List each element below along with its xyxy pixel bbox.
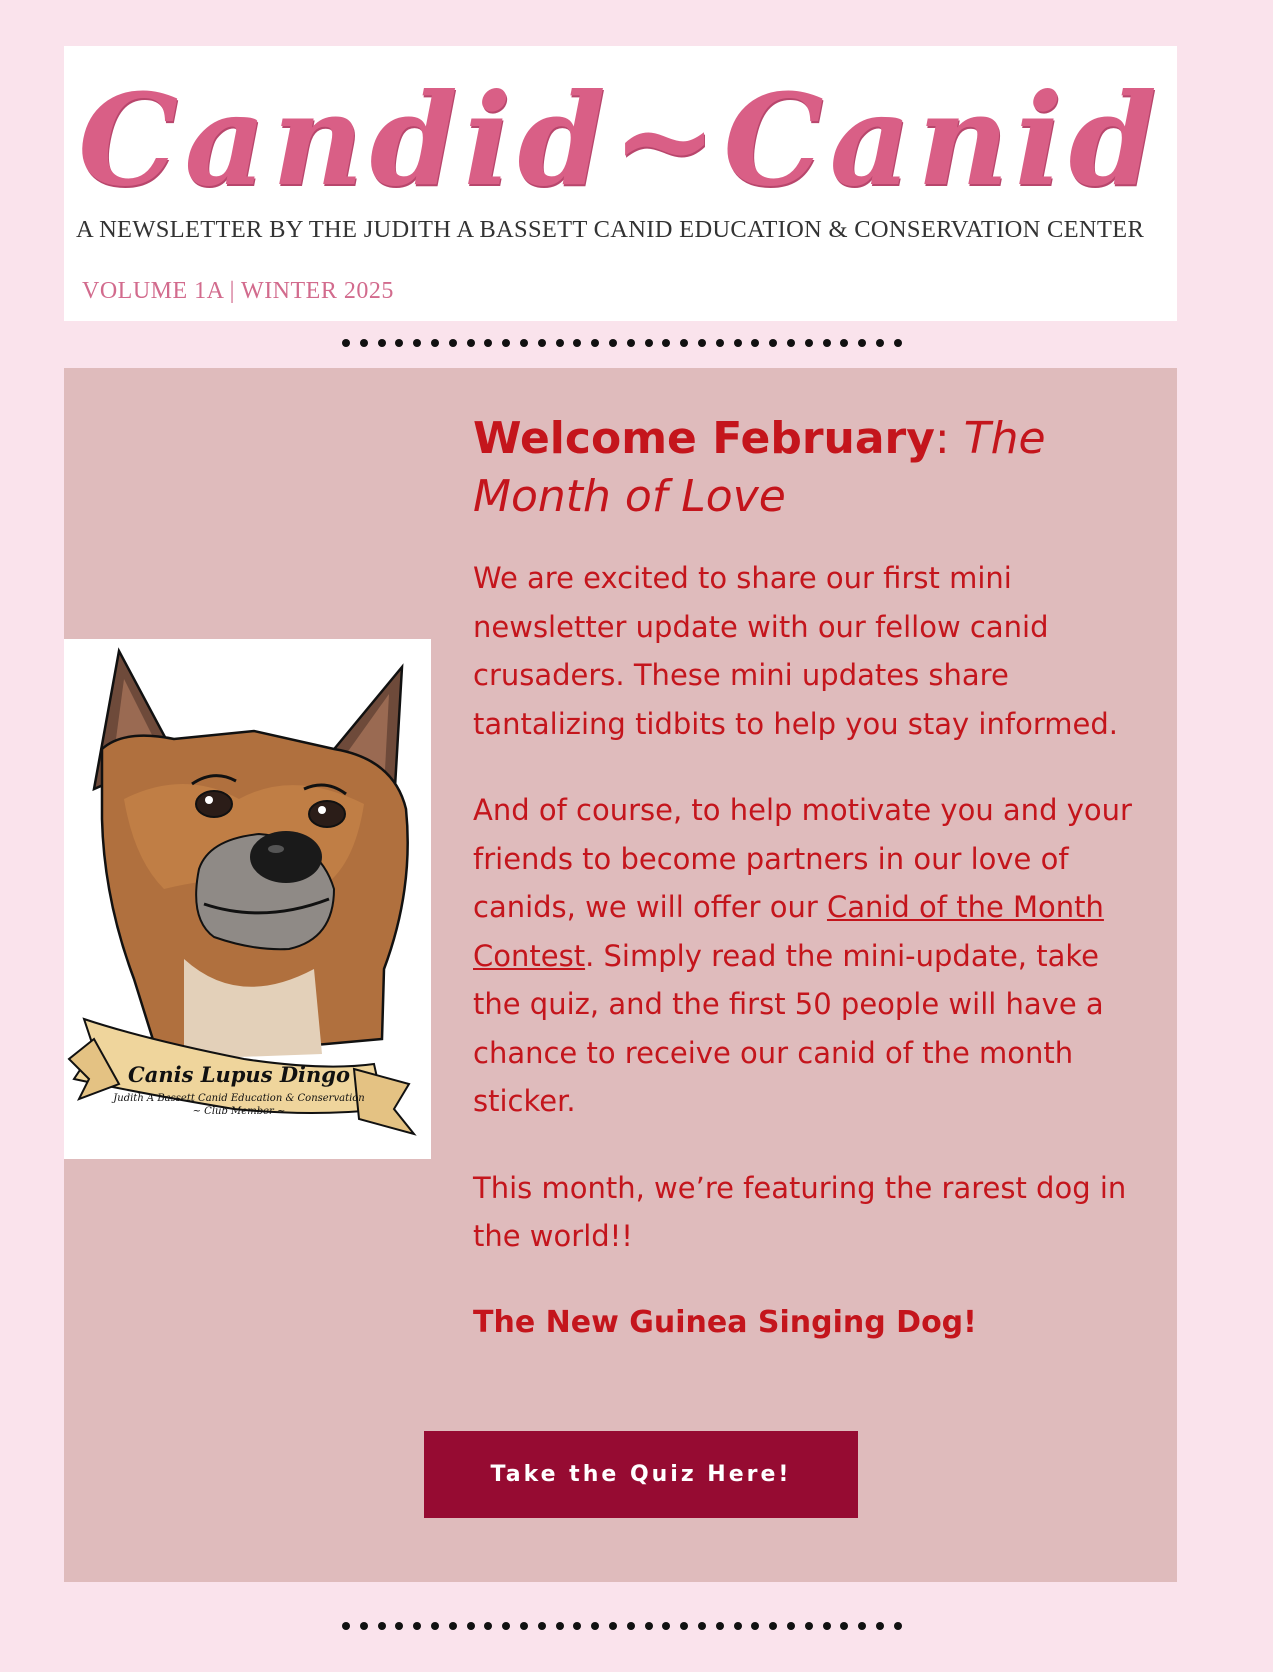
divider-dot: [431, 339, 439, 347]
divider-dot: [823, 339, 831, 347]
volume-label: VOLUME 1A | WINTER 2025: [82, 278, 394, 304]
divider-dot: [627, 339, 635, 347]
divider-dot: [787, 339, 795, 347]
divider-dot: [734, 339, 742, 347]
divider-dot: [609, 1622, 617, 1630]
divider-dot: [484, 1622, 492, 1630]
intro-paragraph: We are excited to share our first mini newsletter update with our fellow canid crusaders. These mini updates share tantalizing tidbits to help you stay informed.: [473, 561, 1118, 741]
contest-link[interactable]: Canid of the Month Contest: [473, 890, 1104, 973]
divider-dot: [716, 339, 724, 347]
divider-dot: [395, 339, 403, 347]
newsletter-header: [64, 46, 1177, 321]
divider-dot: [431, 1622, 439, 1630]
divider-dot: [894, 339, 902, 347]
divider-dot: [609, 339, 617, 347]
article-card: [64, 368, 1177, 1582]
divider-dot: [502, 1622, 510, 1630]
divider-dot: [556, 339, 564, 347]
divider-dot: [378, 339, 386, 347]
heading-bold: Welcome February: [473, 413, 935, 464]
featured-paragraph: This month, we’re featuring the rarest dog in the world!!: [473, 1170, 1127, 1253]
divider-dot: [467, 339, 475, 347]
heading-italic: The Month of Love: [473, 413, 1046, 522]
divider-dot: [876, 1622, 884, 1630]
divider-dot: [662, 339, 670, 347]
divider-dot: [894, 1622, 902, 1630]
divider-dot: [395, 1622, 403, 1630]
divider-dot: [805, 1622, 813, 1630]
article-content: [473, 410, 1143, 1347]
divider-dot: [645, 339, 653, 347]
banner-title-text: Canis Lupus Dingo: [128, 1062, 350, 1087]
dingo-illustration: [64, 639, 431, 1159]
divider-dot: [858, 339, 866, 347]
divider-dot: [680, 1622, 688, 1630]
divider-dot: [805, 339, 813, 347]
divider-dot: [591, 1622, 599, 1630]
divider-dot: [538, 339, 546, 347]
divider-dot: [680, 339, 688, 347]
divider-dot: [449, 1622, 457, 1630]
divider-dot: [698, 1622, 706, 1630]
divider-dot: [840, 339, 848, 347]
divider-dot: [751, 339, 759, 347]
divider-dot: [378, 1622, 386, 1630]
divider-dot: [858, 1622, 866, 1630]
divider-dot: [520, 339, 528, 347]
featured-dog-title: The New Guinea Singing Dog!: [473, 1304, 977, 1340]
divider-dot: [467, 1622, 475, 1630]
divider-dot: [360, 339, 368, 347]
divider-dot: [342, 339, 350, 347]
divider-dot: [823, 1622, 831, 1630]
divider-dot: [876, 339, 884, 347]
divider-dot: [591, 339, 599, 347]
heading-colon: :: [934, 413, 964, 464]
divider-dot: [627, 1622, 635, 1630]
divider-dot: [360, 1622, 368, 1630]
divider-dot: [734, 1622, 742, 1630]
divider-dot: [484, 339, 492, 347]
contest-text-after: . Simply read the mini-update, take the quiz, and the first 50 people will have a chance to receive our canid of the month sticker.: [473, 938, 1104, 1118]
divider-dot: [556, 1622, 564, 1630]
dotted-divider-bottom: [342, 1620, 902, 1632]
divider-dot: [413, 339, 421, 347]
divider-dot: [573, 339, 581, 347]
banner-line3-text: ~ Club Member ~: [192, 1106, 286, 1117]
divider-dot: [520, 1622, 528, 1630]
divider-dot: [751, 1622, 759, 1630]
contest-paragraph: [473, 786, 1143, 1126]
divider-dot: [716, 1622, 724, 1630]
divider-dot: [502, 339, 510, 347]
divider-dot: [342, 1622, 350, 1630]
divider-dot: [449, 339, 457, 347]
divider-dot: [840, 1622, 848, 1630]
divider-dot: [573, 1622, 581, 1630]
divider-dot: [538, 1622, 546, 1630]
divider-dot: [662, 1622, 670, 1630]
article-heading: [473, 410, 1143, 526]
take-quiz-button[interactable]: Take the Quiz Here!: [424, 1431, 858, 1518]
masthead-title: Candid~Canid: [78, 66, 1163, 214]
divider-dot: [769, 339, 777, 347]
banner-line2-text: Judith A Bassett Canid Education & Conservation: [113, 1093, 365, 1104]
divider-dot: [645, 1622, 653, 1630]
divider-dot: [787, 1622, 795, 1630]
dotted-divider-top: [342, 337, 902, 349]
masthead-subtitle: A NEWSLETTER BY THE JUDITH A BASSETT CANID EDUCATION & CONSERVATION CENTER: [76, 216, 1145, 243]
divider-dot: [769, 1622, 777, 1630]
divider-dot: [698, 339, 706, 347]
divider-dot: [413, 1622, 421, 1630]
contest-text-before: And of course, to help motivate you and your friends to become partners in our love of canids, we will offer our: [473, 793, 1132, 924]
